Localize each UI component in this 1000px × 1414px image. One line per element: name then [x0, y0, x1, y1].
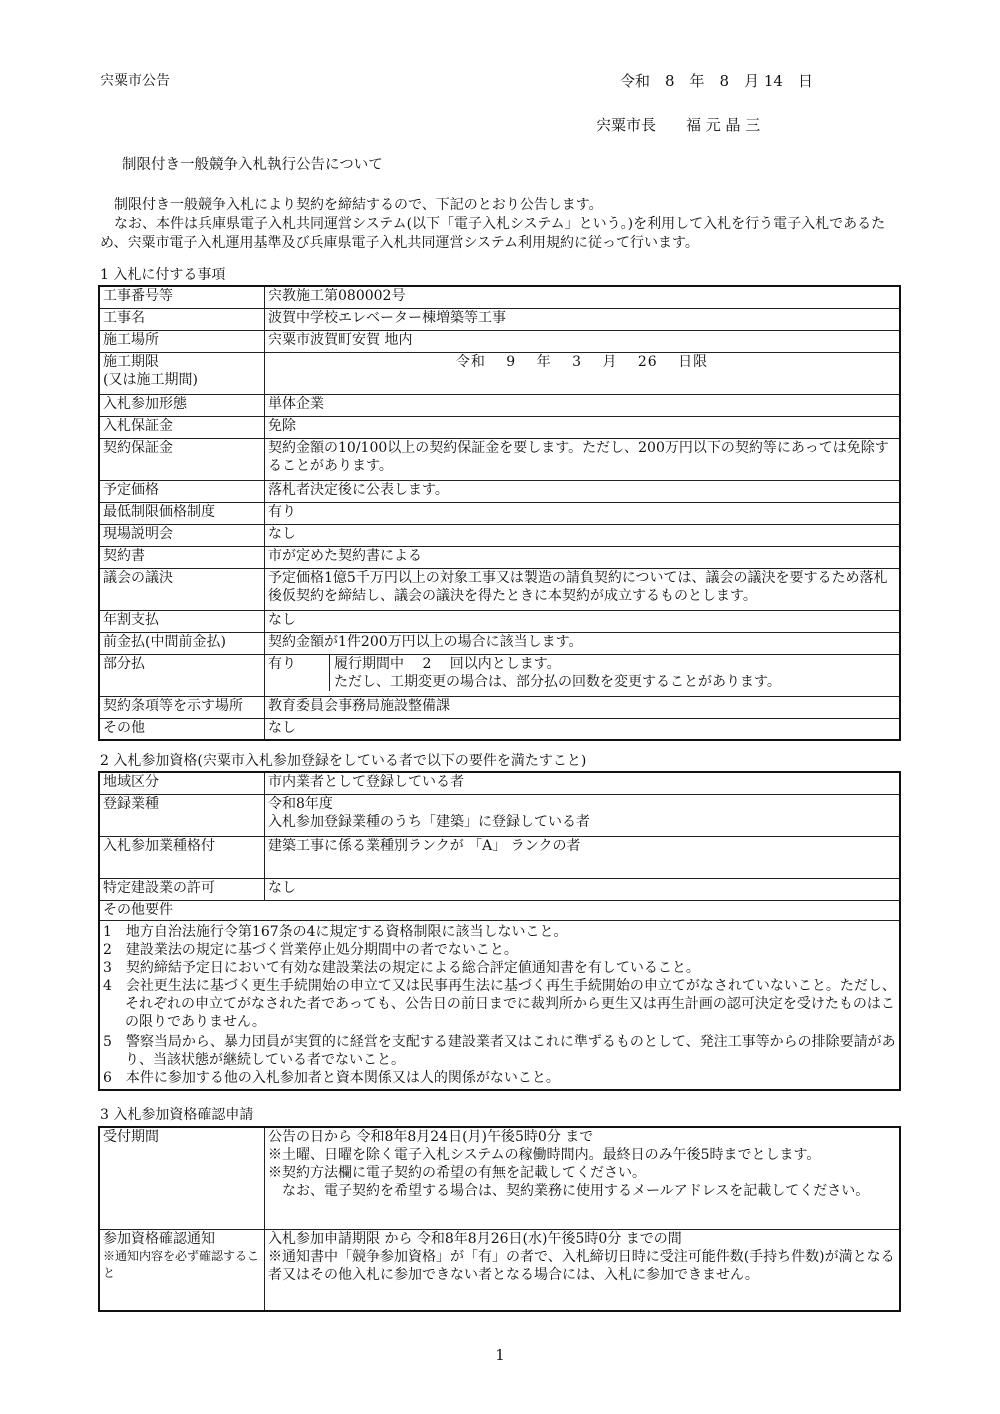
row-value: 市が定めた契約書による: [265, 546, 901, 568]
row-value: 市内業者として登録している者: [265, 772, 901, 794]
row-value: 宍粟市波賀町安賀 地内: [265, 330, 901, 352]
partial-payment-notes: [330, 655, 900, 691]
row-label: 契約書: [99, 546, 265, 568]
row-label: 入札参加業種格付: [99, 836, 265, 878]
row-label: 地域区分: [99, 772, 265, 794]
intro-text: [100, 196, 905, 253]
requirement-item: 6 本件に参加する他の入札参加者と資本関係又は人的関係がないこと。: [103, 1069, 560, 1086]
section-2-heading: 2 入札参加資格(宍粟市入札参加登録をしている者で以下の要件を満たすこと): [100, 753, 587, 769]
row-label: 入札保証金: [99, 416, 265, 438]
row-label: 登録業種: [99, 794, 265, 836]
notification-period: [265, 1229, 901, 1311]
section-3-table: [98, 1126, 901, 1312]
section-2-table: [98, 771, 901, 1091]
reception-label: 受付期間: [99, 1127, 265, 1229]
row-value: 建築工事に係る業種別ランクが 「A」 ランクの者: [265, 836, 901, 878]
row-label: 施工場所: [99, 330, 265, 352]
registration-year: 令和8年度: [268, 795, 333, 812]
requirement-item: 4 会社更生法に基づく更生手続開始の申立て又は民事再生法に基づく再生手続開始の申立てがなされていないこと。ただし、それぞれの申立てがなされた者であっても、公告日の前日までに裁判所から更生又は再生計画の認可決定を受けたものはこの限りでありません。: [103, 977, 896, 1030]
section-3-heading: 3 入札参加資格確認申請: [100, 1107, 254, 1123]
partial-payment-note-1: 履行期間中 2 回以内とします。: [334, 655, 561, 672]
row-value: 有り: [265, 502, 901, 524]
page-title: 制限付き一般競争入札執行公告について: [122, 157, 383, 173]
intro-line-2: なお、本件は兵庫県電子入札共同運営システム(以下「電子入札システム」という。)を利用して入札を行う電子入札であるため、宍粟市電子入札運用基準及び兵庫県電子入札共同運営システム利用規約に従って行います。: [100, 216, 886, 251]
section-1-table: [98, 285, 901, 741]
row-value: 教育委員会事務局施設整備課: [265, 696, 901, 718]
reception-line: ※土曜、日曜を除く電子入札システムの稼働時間内。最終日のみ午後5時までとします。: [268, 1147, 821, 1163]
reception-line: ※契約方法欄に電子契約の希望の有無を記載してください。: [268, 1165, 646, 1181]
period-label: 施工期限: [103, 353, 159, 370]
row-value: 契約金額の10/100以上の契約保証金を要します。ただし、200万円以下の契約等にあっては免除することがあります。: [265, 438, 901, 480]
notice-label: 宍粟市公告: [100, 73, 170, 89]
notification-label-cell: [99, 1229, 265, 1311]
row-value: 宍教施工第080002号: [265, 286, 901, 308]
requirement-item: 2 建設業法の規定に基づく営業停止処分期間中の者でないこと。: [103, 941, 518, 958]
requirement-item: 3 契約締結予定日において有効な建設業法の規定による総合評定値通知書を有していること。: [103, 959, 700, 976]
reception-period: [265, 1127, 901, 1229]
row-label: 部分払: [99, 654, 265, 696]
requirement-item: 5 警察当局から、暴力団員が実質的に経営を支配する建設業者又はこれに準ずるものとして、発注工事等からの排除要請があり、当該状態が継続している者でないこと。: [103, 1033, 896, 1068]
row-label: 予定価格: [99, 480, 265, 502]
row-label: [99, 352, 265, 394]
registration-category: 入札参加登録業種のうち「建築」に登録している者: [268, 813, 590, 830]
period-label-note: (又は施工期間): [103, 371, 198, 388]
requirements-list: [99, 920, 900, 1090]
row-value: なし: [265, 610, 901, 632]
partial-payment-detail: [265, 655, 899, 691]
reception-line: なお、電子契約を希望する場合は、契約業務に使用するメールアドレスを記載してください。: [268, 1183, 870, 1199]
row-label: 年割支払: [99, 610, 265, 632]
row-value: なし: [265, 878, 901, 900]
reception-line: 公告の日から 令和8年8月24日(月)午後5時0分 まで: [268, 1129, 594, 1145]
partial-payment-note-2: ただし、工期変更の場合は、部分払の回数を変更することがあります。: [334, 673, 781, 690]
row-label: 前金払(中間前金払): [99, 632, 265, 654]
row-label: 工事名: [99, 308, 265, 330]
row-value: 落札者決定後に公表します。: [265, 480, 901, 502]
requirement-item: 1 地方自治法施行令第167条の4に規定する資格制限に該当しないこと。: [103, 923, 568, 940]
row-label: 現場説明会: [99, 524, 265, 546]
notification-line: ※通知書中「競争参加資格」が「有」の者で、入札締切日時に受注可能件数(手持ち件数)が満となる者又はその他入札に参加できない者となる場合には、入札に参加できません。: [268, 1248, 895, 1283]
row-label: 入札参加形態: [99, 394, 265, 416]
row-value: なし: [265, 718, 901, 740]
row-value: [265, 654, 901, 696]
row-label: 議会の議決: [99, 568, 265, 610]
intro-line-1: 制限付き一般競争入札により契約を締結するので、下記のとおり公告します。: [114, 197, 603, 213]
notification-label: 参加資格確認通知: [103, 1230, 215, 1247]
row-label: 工事番号等: [99, 286, 265, 308]
row-value: 契約金額が1件200万円以上の場合に該当します。: [265, 632, 901, 654]
row-value: 免除: [265, 416, 901, 438]
row-label: 契約条項等を示す場所: [99, 696, 265, 718]
row-label: 最低制限価格制度: [99, 502, 265, 524]
mayor-name: 宍粟市長 福 元 晶 三: [596, 116, 761, 134]
row-value: [265, 794, 901, 836]
notification-note: ※通知内容を必ず確認すること: [103, 1248, 260, 1280]
row-value: 令和 9 年 3 月 26 日限: [265, 352, 901, 394]
row-label: その他: [99, 718, 265, 740]
row-value: 単体企業: [265, 394, 901, 416]
other-requirements-label: その他要件: [99, 900, 900, 920]
notification-line: 入札参加申請期限 から 令和8年8月26日(水)午後5時0分 までの間: [268, 1230, 682, 1247]
section-1-heading: 1 入札に付する事項: [100, 267, 226, 283]
row-label: 契約保証金: [99, 438, 265, 480]
row-value: なし: [265, 524, 901, 546]
notice-date: 令和 8 年 8 月 14 日: [620, 72, 813, 90]
row-value: 予定価格1億5千万円以上の対象工事又は製造の請負契約については、議会の議決を要するため落札後仮契約を締結し、議会の議決を得たときに本契約が成立するものとします。: [265, 568, 901, 610]
row-value: 波賀中学校エレベーター棟増築等工事: [265, 308, 901, 330]
partial-payment-value: 有り: [265, 655, 330, 691]
page-number: 1: [495, 1346, 505, 1364]
row-label: 特定建設業の許可: [99, 878, 265, 900]
